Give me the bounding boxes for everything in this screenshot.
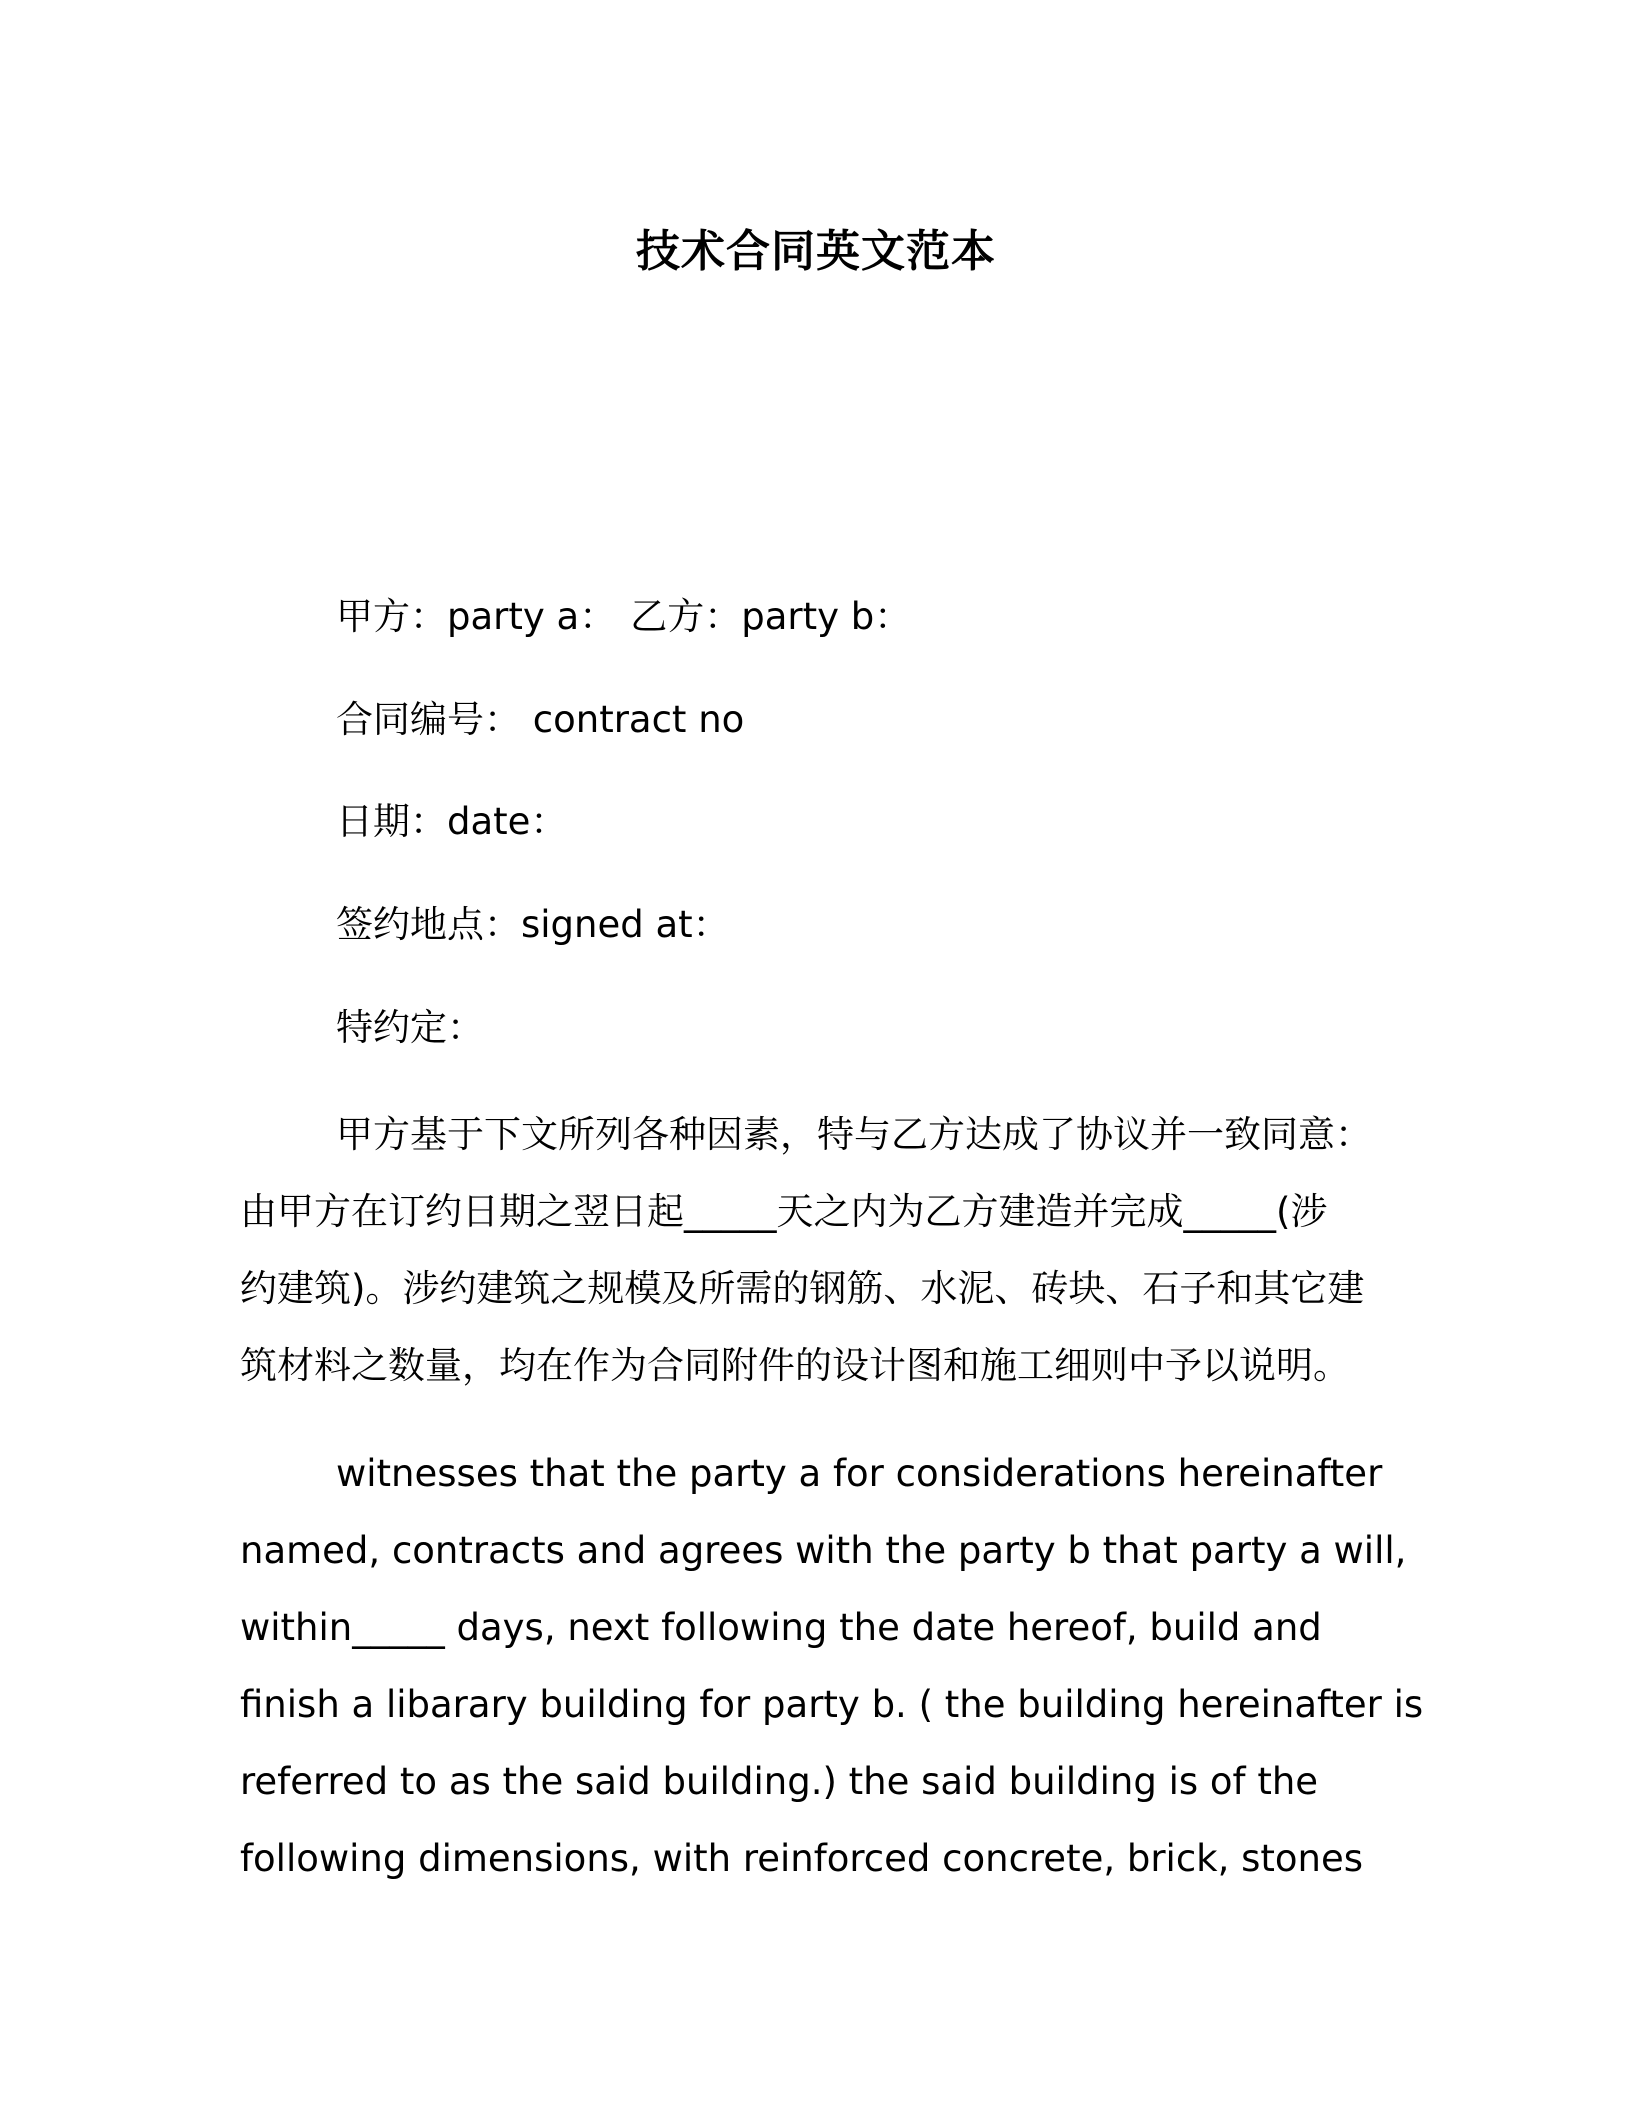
paragraph-line: 由甲方在订约日期之翌日起_____天之内为乙方建造并完成_____(涉 — [240, 1190, 1328, 1233]
date-field: 日期：date： — [336, 800, 568, 843]
paragraph-line: 约建筑)。涉约建筑之规模及所需的钢筋、水泥、砖块、石子和其它建 — [240, 1267, 1365, 1310]
special-terms-heading: 特约定： — [336, 1006, 484, 1049]
document-title: 技术合同英文范本 — [636, 226, 996, 277]
paragraph-line: witnesses that the party a for considerations hereinafter — [336, 1452, 1383, 1495]
party-a-field: 甲方：party a： — [336, 595, 617, 638]
paragraph-chinese — [240, 1096, 1380, 1404]
contract-no-field: 合同编号： contract no — [336, 698, 745, 741]
paragraph-english — [240, 1435, 1424, 1897]
party-b-field: 乙方：party b： — [630, 595, 912, 638]
paragraph-line: within_____ days, next following the date hereof, build and — [240, 1606, 1322, 1649]
paragraph-line: 甲方基于下文所列各种因素，特与乙方达成了协议并一致同意： — [336, 1113, 1372, 1156]
paragraph-line: finish a libarary building for party b. ( the building hereinafter is — [240, 1683, 1424, 1726]
signed-at-field: 签约地点：signed at： — [336, 903, 730, 946]
paragraph-line: 筑材料之数量，均在作为合同附件的设计图和施工细则中予以说明。 — [240, 1344, 1350, 1387]
paragraph-line: following dimensions, with reinforced concrete, brick, stones — [240, 1837, 1364, 1880]
party-line — [336, 592, 911, 642]
paragraph-line: referred to as the said building.) the said building is of the — [240, 1760, 1319, 1803]
paragraph-line: named, contracts and agrees with the party b that party a will, — [240, 1529, 1407, 1572]
